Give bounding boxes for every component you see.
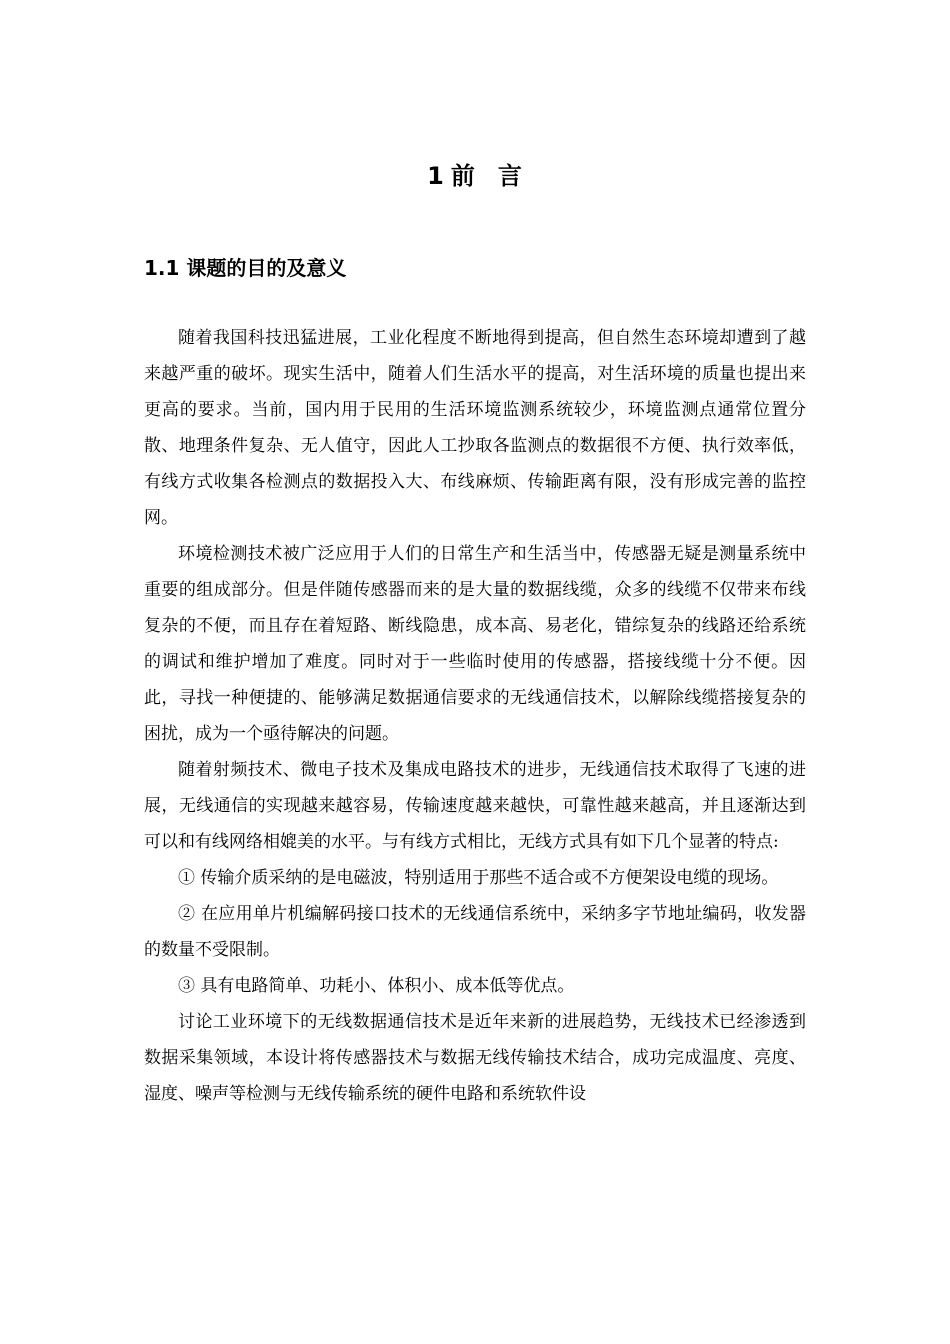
chapter-title-part2: 言	[497, 162, 523, 190]
paragraph: 随着射频技术、微电子技术及集成电路技术的进步，无线通信技术取得了飞速的进展，无线通信的实现越来越容易，传输速度越来越快，可靠性越来越高，并且逐渐达到可以和有线网络相媲美的水平。与有线方式相比，无线方式具有如下几个显著的特点:	[144, 760, 806, 852]
body-text	[144, 320, 806, 1112]
chapter-title-part1: 前	[450, 162, 476, 190]
paragraph: 环境检测技术被广泛应用于人们的日常生产和生活当中，传感器无疑是测量系统中重要的组成部分。但是伴随传感器而来的是大量的数据线缆，众多的线缆不仅带来布线复杂的不便，而且存在着短路、断线隐患，成本高、易老化，错综复杂的线路还给系统的调试和维护增加了难度。同时对于一些临时使用的传感器，搭接线缆十分不便。因此，寻找一种便捷的、能够满足数据通信要求的无线通信技术，以解除线缆搭接复杂的困扰，成为一个亟待解决的问题。	[144, 544, 806, 744]
list-item: ② 在应用单片机编解码接口技术的无线通信系统中，采纳多字节地址编码，收发器的数量不受限制。	[144, 904, 806, 960]
chapter-number: 1	[427, 162, 445, 190]
list-item: ③ 具有电路简单、功耗小、体积小、成本低等优点。	[178, 976, 575, 996]
section-heading: 1.1 课题的目的及意义	[144, 256, 347, 280]
chapter-title	[0, 158, 950, 194]
paragraph: 讨论工业环境下的无线数据通信技术是近年来新的进展趋势，无线技术已经渗透到数据采集领域，本设计将传感器技术与数据无线传输技术结合，成功完成温度、亮度、湿度、噪声等检测与无线传输系统的硬件电路和系统软件设	[144, 1012, 806, 1104]
paragraph: 随着我国科技迅猛进展，工业化程度不断地得到提高，但自然生态环境却遭到了越来越严重的破坏。现实生活中，随着人们生活水平的提高，对生活环境的质量也提出来更高的要求。当前，国内用于民用的生活环境监测系统较少，环境监测点通常位置分散、地理条件复杂、无人值守，因此人工抄取各监测点的数据很不方便、执行效率低，有线方式收集各检测点的数据投入大、布线麻烦、传输距离有限，没有形成完善的监控网。	[144, 328, 806, 528]
list-item: ① 传输介质采纳的是电磁波，特别适用于那些不适合或不方便架设电缆的现场。	[178, 868, 779, 888]
